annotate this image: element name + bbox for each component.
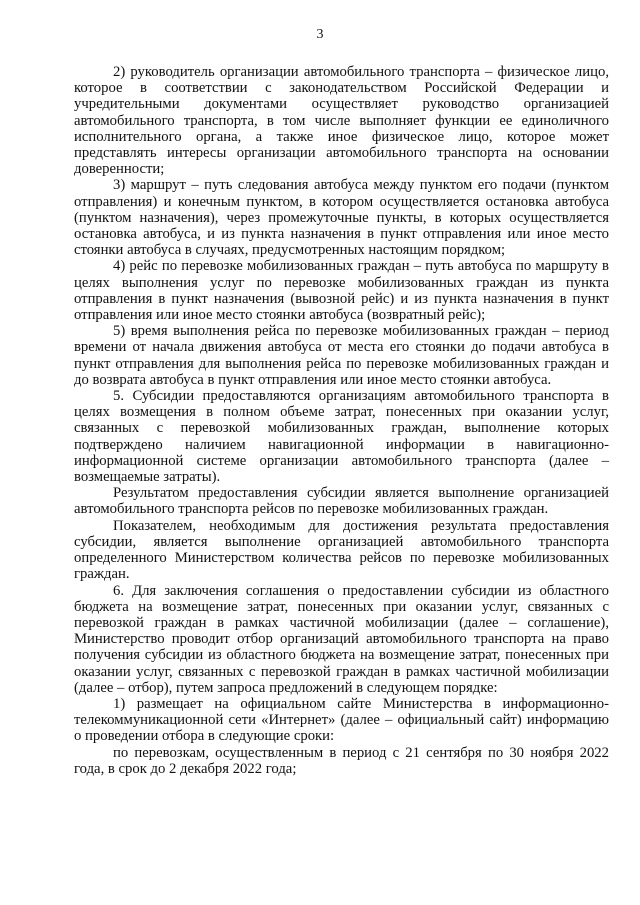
page-number: 3	[316, 27, 324, 42]
paragraph-step-1: 1) размещает на официальном сайте Министерства в информационно-телекоммуникационной сети «Интернет» (далее – официальный сайт) информацию о проведении отбора в следующие сроки:	[74, 695, 609, 745]
paragraph-result: Результатом предоставления субсидии является выполнение организацией автомобильного транспорта рейсов по перевозке мобилизованных граждан.	[74, 485, 609, 518]
paragraph-definition-4: 4) рейс по перевозке мобилизованных граждан – путь автобуса по маршруту в целях выполнения услуг по перевозке мобилизованных граждан из пункта отправления в пункт назначения (вывозной рейс) и из пункта назначения в пункт отправления или иное место стоянки автобуса (возвратный рейс);	[74, 258, 609, 324]
paragraph-indicator: Показателем, необходимым для достижения результата предоставления субсидии, является выполнение организацией автомобильного транспорта определенного Министерством количества рейсов по перевозке мобилизованных граждан.	[74, 517, 609, 583]
paragraph-definition-2: 2) руководитель организации автомобильного транспорта – физическое лицо, которое в соответствии с законодательством Российской Федерации и учредительными документами осуществляет руководство организацией автомобильного транспорта, в том числе выполняет функции ее единоличного исполнительного органа, а также иное физическое лицо, которое может представлять интересы организации автомобильного транспорта на основании доверенности;	[74, 64, 609, 178]
paragraph-definition-3: 3) маршрут – путь следования автобуса между пунктом его подачи (пунктом отправления) и конечным пунктом, в котором осуществляется остановка автобуса (пунктом назначения), через промежуточные пункты, в которых осуществляется остановка автобуса, и из пункта назначения в пункт отправления или иное место стоянки автобуса в случаях, предусмотренных настоящим порядком;	[74, 177, 609, 259]
paragraph-definition-5: 5) время выполнения рейса по перевозке мобилизованных граждан – период времени от начала движения автобуса от места его стоянки до подачи автобуса в пункт отправления для выполнения рейса по перевозке мобилизованных граждан и до возврата автобуса в пункт отправления или иное место стоянки автобуса.	[74, 323, 609, 388]
document-body	[74, 64, 609, 777]
paragraph-section-5: 5. Субсидии предоставляются организациям автомобильного транспорта в целях возмещения в полном объеме затрат, понесенных при оказании услуг, связанных с перевозкой мобилизованных граждан, выполнение которых подтверждено наличием навигационной информации в навигационно-информационной системе организации автомобильного транспорта (далее – возмещаемые затраты).	[74, 388, 609, 486]
paragraph-section-6: 6. Для заключения соглашения о предоставлении субсидии из областного бюджета на возмещение затрат, понесенных при оказании услуг, связанных с перевозкой граждан в рамках частичной мобилизации (далее – соглашение), Министерство проводит отбор организаций автомобильного транспорта на право получения субсидии из областного бюджета на возмещение затрат, понесенных при оказании услуг, связанных с перевозкой граждан в рамках частичной мобилизации (далее – отбор), путем запроса предложений в следующем порядке:	[74, 582, 609, 696]
paragraph-deadline: по перевозкам, осуществленным в период с 21 сентября по 30 ноября 2022 года, в срок до 2 декабря 2022 года;	[74, 744, 609, 777]
